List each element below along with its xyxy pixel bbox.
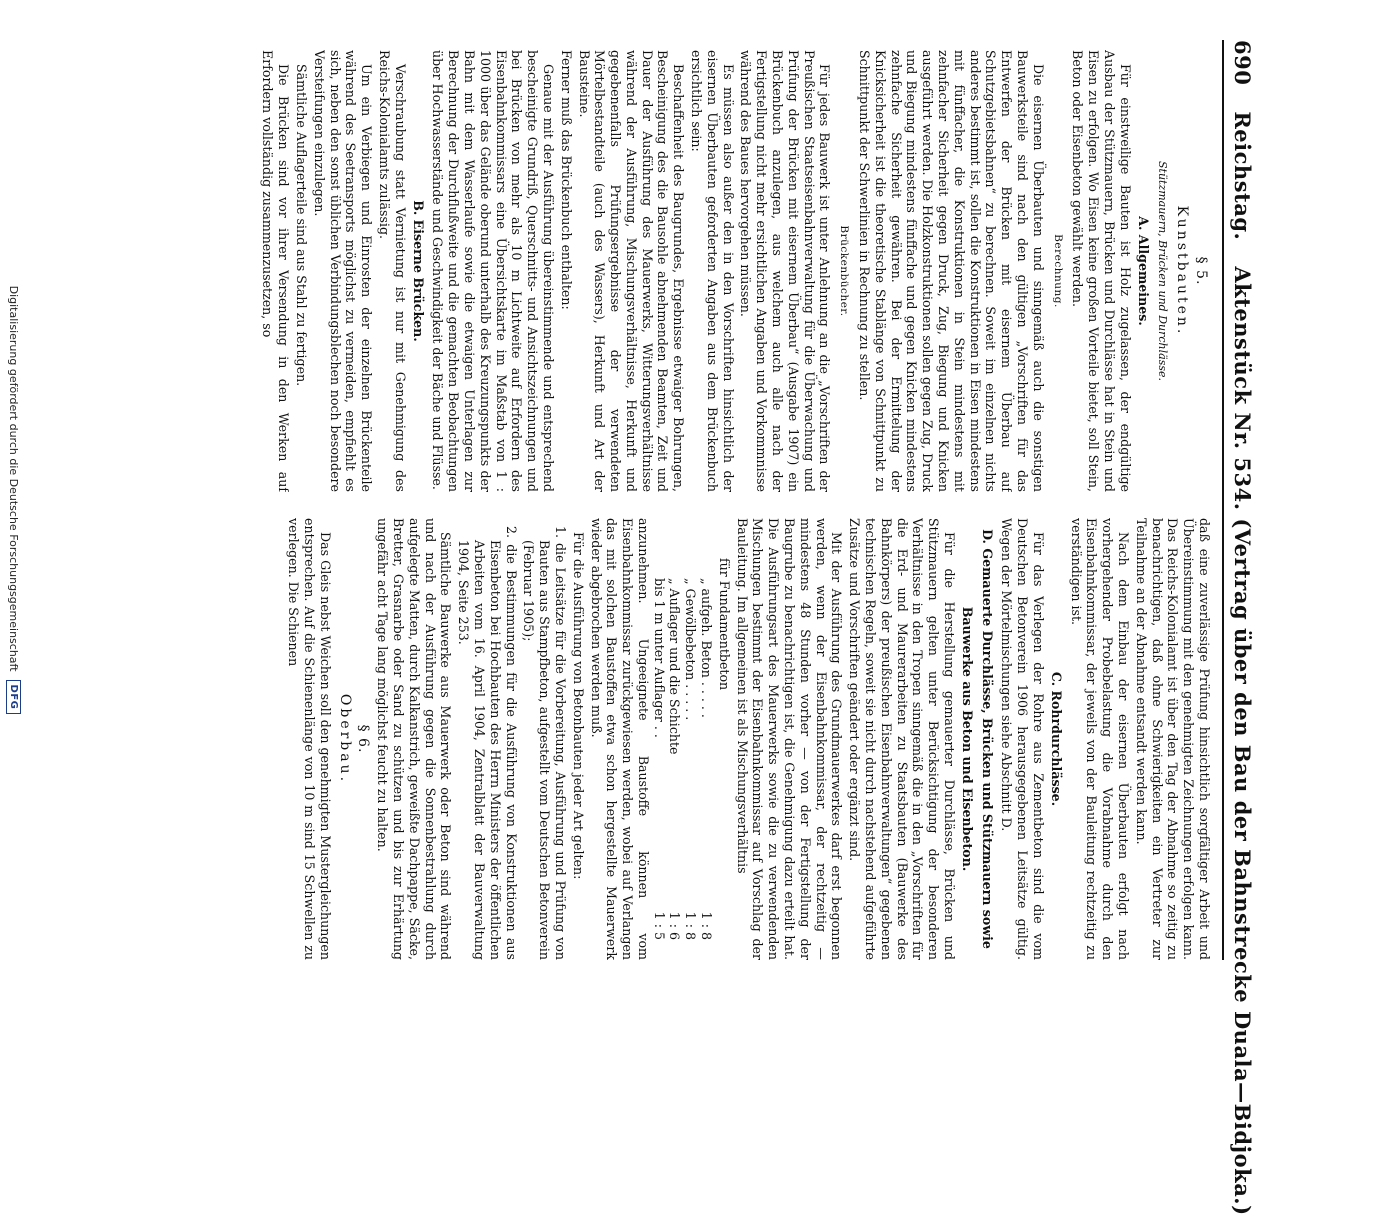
mix-label: „ Gewölbebeton . . . . .: [683, 578, 699, 721]
paragraph: anzunehmen. Ungeeignete Baustoffe können vom Eisenbahnkommissar zurückgewiesen werden, wobei auf Verlangen das mit solchen Baustoffen etwa schon hergestellte Mauerwerk wieder abgebrochen werden muß.: [588, 518, 651, 960]
page-header: [1222, 40, 1268, 1216]
digitization-credit: Digitalisierung gefördert durch die Deutsche Forschungsgemeinschaft: [7, 285, 21, 672]
mix-row: [651, 518, 667, 960]
paragraph: Mit der Ausführung des Grundmauerwerkes darf erst begonnen werden, wenn der Eisenbahnkommissar, der rechtzeitig — mindestens 48 Stunden vorher — von der Fertigstellung der Baugrube zu benachrichtigen ist, die Genehmigung dazu erteilt hat. Die Ausführungsart des Mauerwerks sowie die zu verwendenden Mischungen bestimmt der Eisenbahnkommissar auf Vorschlag der Bauleitung. Im allgemeinen ist als Mischungsverhältnis: [734, 518, 845, 960]
margin-heading-berechnung: Berechnung.: [1051, 234, 1064, 308]
paragraph: Ferner muß das Brückenbuch enthalten:: [558, 50, 574, 310]
paragraph: Für die Herstellung gemauerter Durchlässe, Brücken und Stützmauern gelten unter Berücksichtigung der besonderen Verhältnisse in den Tropen sinngemäß die in den „Vorschriften für die Erd- und Maurerarbeiten zu Staatsbauten (Bauwerke des Bahnkörpers) der preußischen Eisenbahnverwaltungen“ gegebenen technischen Regeln, soweit sie nicht durch nachstehend aufgeführte Zusätze und Vorschriften geändert oder ergänzt sind.: [847, 518, 958, 960]
page-number: 690: [1230, 40, 1255, 86]
section-title: Kunstbauten.: [1174, 205, 1191, 337]
text-columns: [56, 50, 1212, 960]
paragraph: Für jedes Bauwerk ist unter Anlehnung an die „Vorschriften der Preußischen Staatseisenbahnverwaltung für die Überwachung und Prüfung der Brücken mit eisernem Überbau“ (Ausgabe 1907) ein Brückenbuch anzulegen, aus welchem auch alle nach der Fertigstellung nicht mehr ersichtlichen Angaben und Vorkommnisse während des Baues hervorgehen müssen.: [738, 50, 833, 492]
heading-b: B. Eiserne Brücken.: [410, 200, 426, 342]
left-column: [56, 50, 1212, 492]
right-column: [56, 518, 1212, 960]
paragraph: Genaue mit der Ausführung übereinstimmende und entsprechend bescheinigte Grundriß, Querschnitts- und Ansichtszeichnungen und bei Brücken von mehr als 10 m Lichtweite auf Erfordern des Eisenbahnkommissars eine Übersichtskarte im Maßstab von 1 : 1000 über das Gelände oberund unterhalb des Kreuzungspunkts der Bahn mit dem Wasserlaufe sowie die etwaigen Unterlagen zur Berechnung der Durchflußweite und die gemachten Beobachtungen über Hochwasserstände und Geschwindigkeit der Bäche und Flüsse.: [430, 50, 556, 492]
paragraph: Es müssen also außer den in den Vorschriften hinsichtlich der eisernen Überbauten geforderten Angaben aus dem Brückenbuch ersichtlich sein:: [689, 50, 736, 492]
paragraph: Um ein Verbiegen und Einrosten der einzelnen Brückenteile während des Seetransports möglichst zu vermeiden, empfiehlt es sich, neben den sonst üblichen Verbindungsblechen noch besondere Versteifungen einzulegen.: [311, 50, 375, 492]
mix-ratio: 1 : 6: [667, 911, 683, 940]
list-item: 2. die Bestimmungen für die Ausführung von Konstruktionen aus Eisenbeton bei Hochbauten des Herrn Ministers der öffentlichen Arbeiten vom 16. April 1904, Zentralblatt der Bauverwaltung 1904, Seite 253.: [456, 526, 519, 960]
paragraph: Sämtliche Bauwerke aus Mauerwerk oder Beton sind während und nach der Ausführung gegen die Sonnenbestrahlung durch aufgelegte Matten, durch Kalkanstrich, geweißte Dachpappe, Säcke, Bretter, Grasnarbe oder Sand zu schützen und bis zur Erhärtung ungefähr acht Tage lang möglichst feucht zu halten.: [375, 518, 454, 960]
paragraph: daß eine zuverlässige Prüfung hinsichtlich sorgfältiger Arbeit und Übereinstimmung mit den genehmigten Zeichnungen erfolgen kann. Das Reichs-Kolonialamt ist über den Tag der Abnahme so zeitig zu benachrichtigen, daß ohne Schwierigkeiten ein Vertreter zur Teilnahme an der Abnahme entsandt werden kann.: [1133, 518, 1212, 960]
document-title: Aktenstück Nr. 534. (Vertrag über den Bau der Bahnstrecke Duala—Bidjoka.): [1230, 266, 1255, 1216]
heading-c: C. Rohrdurchlässe.: [1048, 671, 1064, 807]
paragraph: Nach dem Einbau der eisernen Überbauten erfolgt nach vorhergehender Probebelastung die Vorabnahme durch den Eisenbahnkommissar, der jeweils von der Bauleitung rechtzeitig zu verständigen ist.: [1068, 518, 1132, 960]
mix-row: [683, 518, 699, 960]
paragraph: Die eisernen Überbauten und sinngemäß auch die sonstigen Bauwerksteile sind nach den gültigen „Vorschriften für das Entwerfen der Brücken mit eisernem Überbau auf Schutzgebietsbahnen“ zu berechnen. Soweit im einzelnen nichts anderes bestimmt ist, sollen die Konstruktionen in Eisen mindestens mit fünffacher, die Konstruktionen in Stein mindestens mit zehnfacher Sicherheit gegen Druck, Zug, Biegung und Knicken ausgeführt werden. Die Holzkonstruktionen sollen gegen Zug, Druck und Biegung mindestens fünffache und gegen Knicken mindestens zehnfache Sicherheit gewähren. Bei der Ermittelung der Knicksicherheit ist die theoretische Stablänge von Schnittpunkt zu Schnittpunkt der Schwerlinien in Rechnung zu stellen.: [857, 50, 1046, 492]
paragraph: Die Brücken sind vor ihrer Versendung in den Werken auf Erfordern vollständig zusammenzusetzen, so: [260, 50, 292, 492]
list-item: 1. die Leitsätze für die Vorbereitung, Ausführung und Prüfung von Bauten aus Stampfbeton, aufgestellt vom Deutschen Betonverein (Februar 1905);: [521, 526, 568, 960]
paragraph: Sämtliche Auflagerteile sind aus Stahl zu fertigen.: [293, 64, 309, 387]
digitization-footer: [4, 0, 24, 1000]
section-number: § 6.: [355, 724, 372, 754]
section-number: § 5.: [1193, 256, 1209, 286]
paragraph: Das Gleis nebst Weichen soll den genehmigten Mustergleichungen entsprechen. Auf die Schienenlänge von 10 m sind 15 Schwellen zu verlegen. Die Schienen: [286, 518, 333, 960]
paragraph: Verschraubung statt Vernietung ist nur mit Genehmigung des Reichs-Kolonialamts zulässig.: [376, 50, 408, 492]
mix-ratio: 1 : 8: [699, 911, 715, 940]
margin-heading-brueckenbuecher: Brückenbücher.: [838, 225, 851, 317]
mix-row: [698, 518, 714, 960]
heading-a: A. Allgemeines.: [1135, 216, 1151, 326]
dfg-logo: DFG: [7, 680, 22, 715]
mix-ratio: 1 : 5: [651, 911, 667, 940]
section-title: Oberbau.: [336, 693, 353, 785]
heading-d-line-2: Bauwerke aus Beton und Eisenbeton.: [959, 606, 975, 872]
mix-label: „ Auflager und die Schichte: [667, 578, 683, 755]
mix-ratio: 1 : 8: [683, 911, 699, 940]
section-subtitle: Stützmauern, Brücken und Durchlässe.: [1156, 160, 1170, 381]
mix-intro: für Fundamentbeton: [716, 558, 732, 691]
paragraph: Für einstweilige Bauten ist Holz zugelassen, der endgültige Ausbau der Stützmauern, Brücken und Durchlässe hat in Stein und Eisen zu erfolgen. Wo Eisen keine großen Vorteile bietet, soll Stein, Beton oder Eisenbeton gewählt werden.: [1070, 50, 1133, 492]
publication-name: Reichstag.: [1230, 111, 1255, 241]
paragraph: Beschaffenheit des Baugrundes, Ergebnisse etwaiger Bohrungen, Bescheinigung des die Bausohle abnehmenden Beamten, Zeit und Dauer der Ausführung des Mauerwerks, Witterungsverhältnisse während der Ausführung, Mischungsverhältnisse, Herkunft und gegebenenfalls Prüfungsergebnisse der verwendeten Mörtelbestandteile (auch des Wassers), Herkunft und Art der Bausteine.: [576, 50, 687, 492]
paragraph: Für die Ausführung von Betonbauten jeder Art gelten:: [570, 532, 586, 880]
heading-d-line-1: D. Gemauerte Durchlässe, Brücken und Stützmauern sowie: [979, 529, 995, 949]
mix-label: „ aufgeh. Beton . . . . .: [699, 578, 715, 718]
mix-label: bis 1 m unter Auflager . .: [651, 578, 667, 738]
mix-row: [667, 518, 683, 960]
paragraph: Für das Verlegen der Rohre aus Zementbeton sind die vom Deutschen Betonverein 1906 herausgegebenen Leitsätze gültig. Wegen der Mörtelmischungen siehe Abschnitt D.: [999, 518, 1047, 960]
